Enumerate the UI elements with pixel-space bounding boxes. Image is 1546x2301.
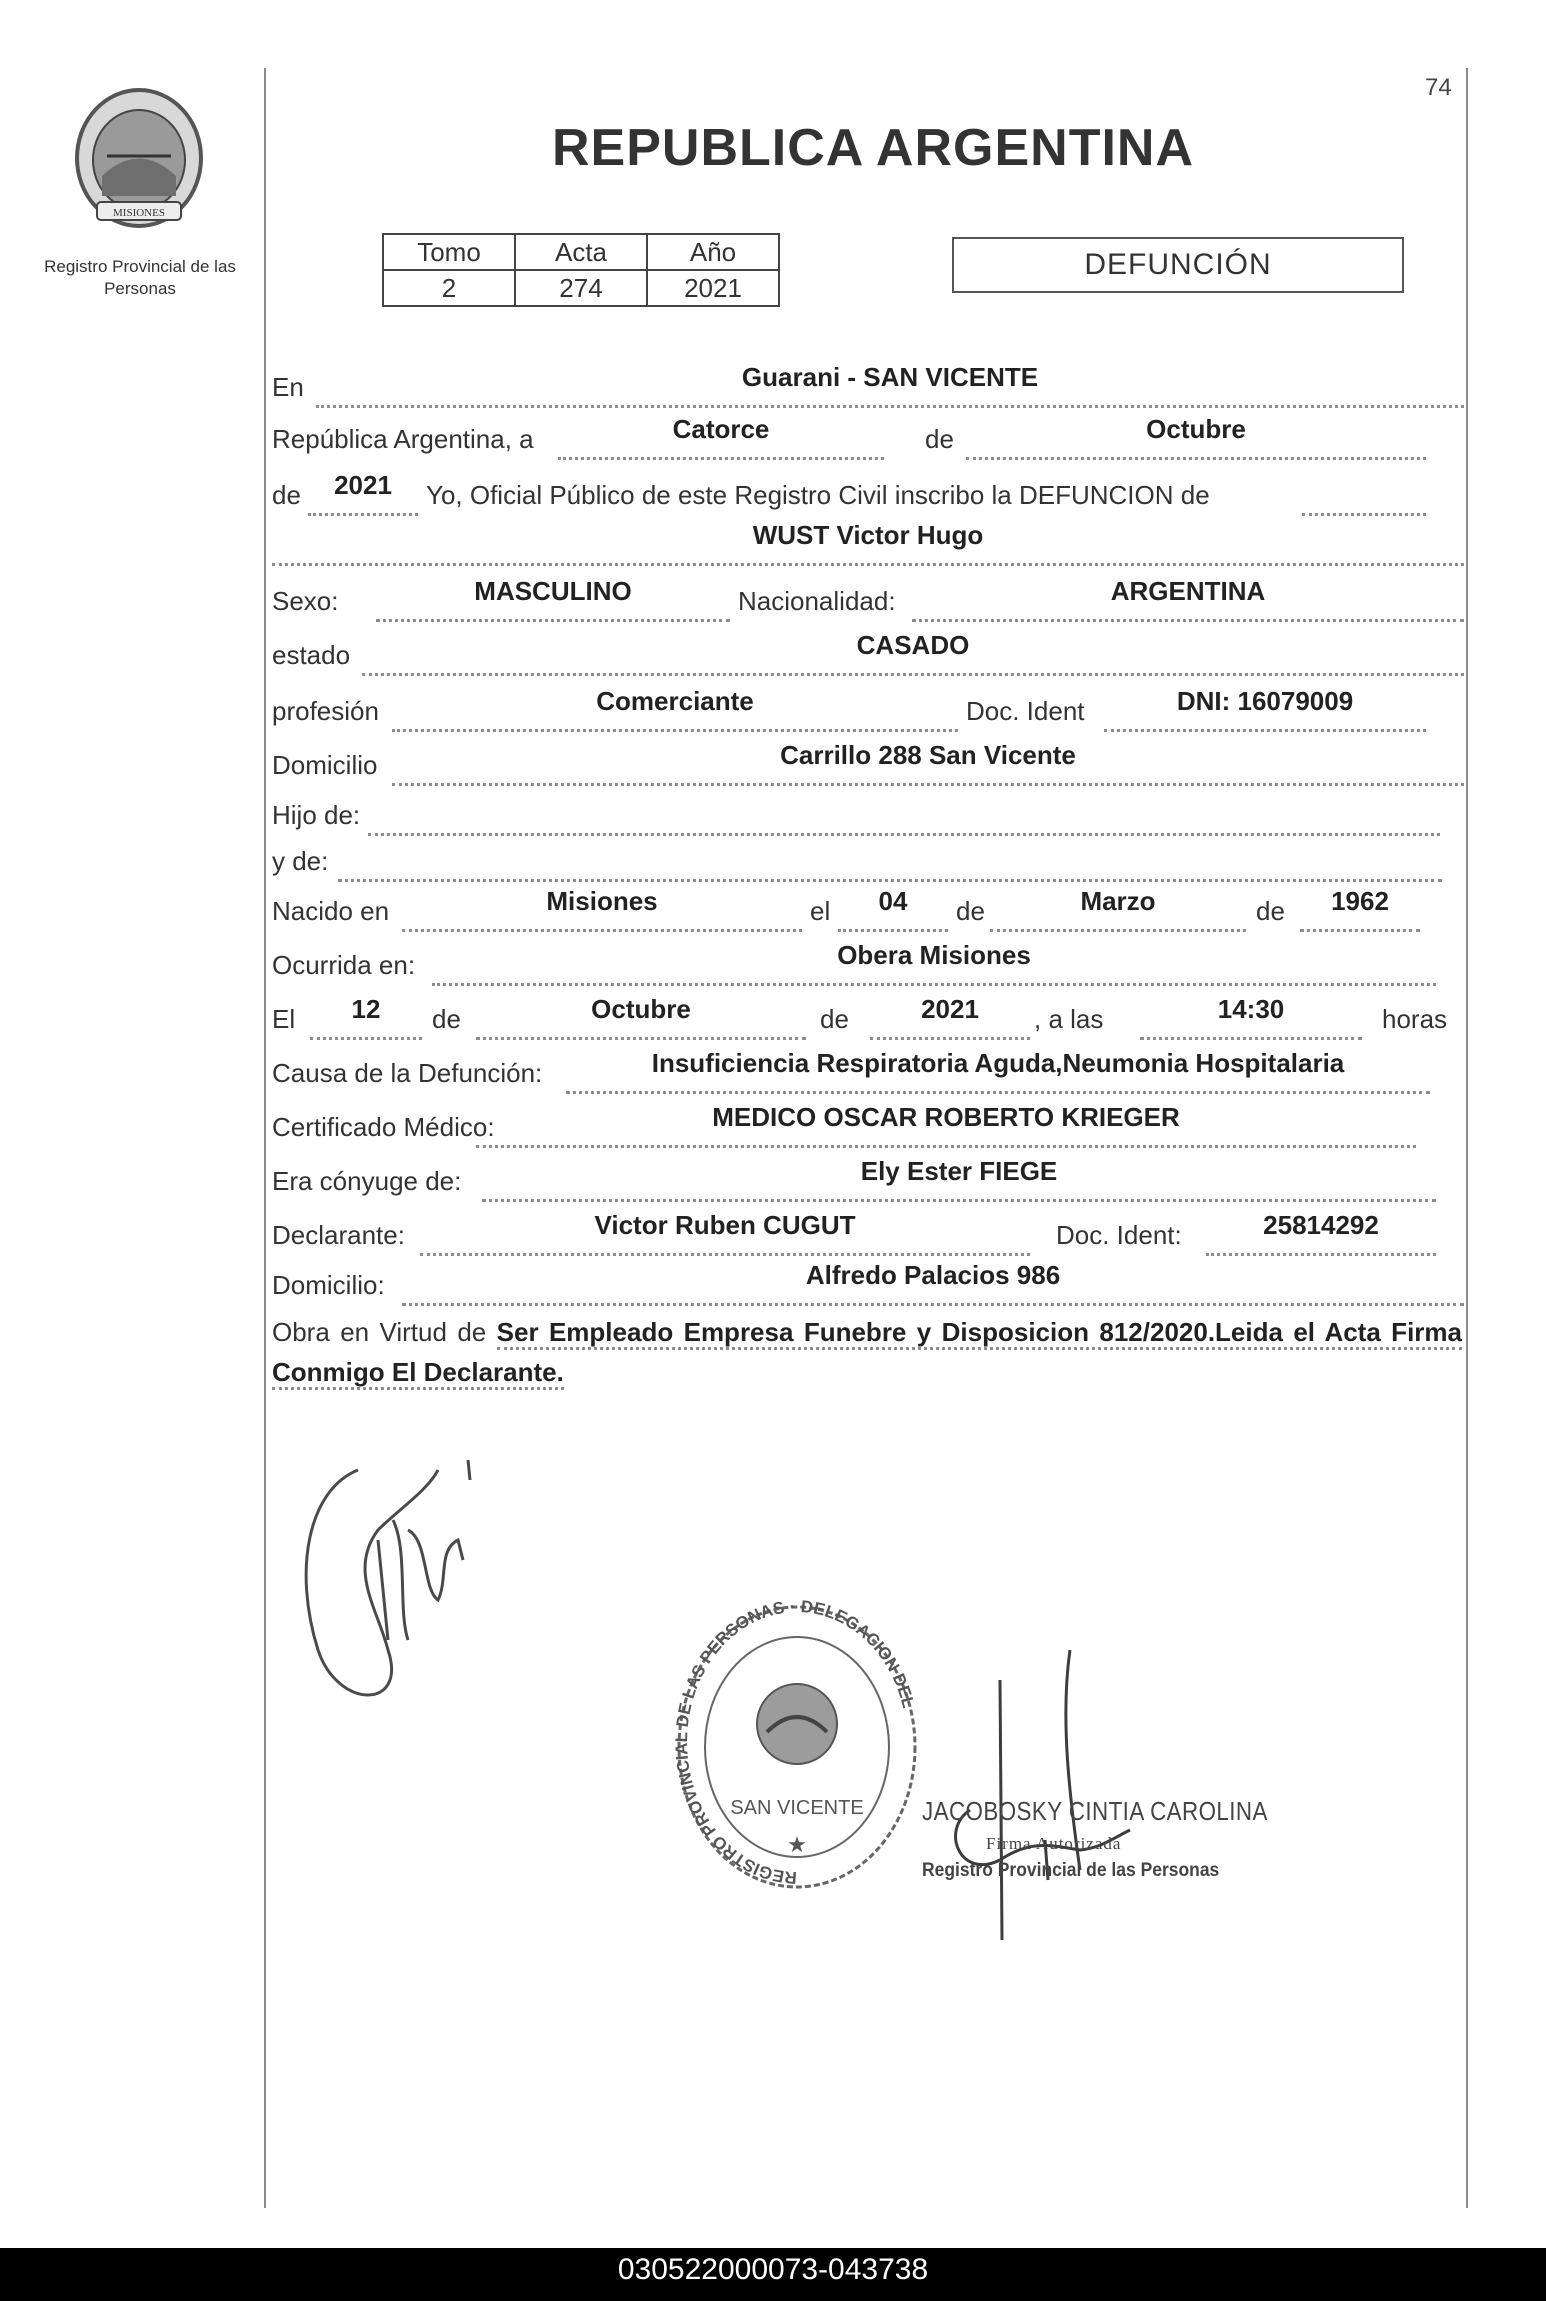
label-ocurrida-en: Ocurrida en:	[272, 950, 416, 980]
field-declarant-doc	[1206, 1210, 1436, 1256]
field-declarant-address	[402, 1260, 1464, 1306]
tomo-header: Tomo	[383, 234, 515, 270]
year-value: 2021	[334, 470, 392, 500]
label-de-3: de	[956, 896, 985, 926]
field-sex	[376, 576, 730, 622]
label-de-5: de	[432, 1004, 461, 1034]
label-nacido-en: Nacido en	[272, 896, 390, 926]
label-obra: Obra en Virtud de	[272, 1317, 487, 1347]
declarant-value: Victor Ruben CUGUT	[594, 1210, 856, 1240]
death-day-value: 12	[351, 994, 381, 1024]
field-birth-place	[402, 886, 802, 932]
signatory-role: Firma Autorizada	[986, 1834, 1122, 1853]
address-value: Carrillo 288 San Vicente	[780, 740, 1076, 770]
label-republica: República Argentina, a	[272, 424, 534, 454]
field-place	[316, 362, 1464, 408]
left-margin-line	[264, 68, 266, 2208]
doc-value: DNI: 16079009	[1176, 686, 1354, 716]
label-el-cap: El	[272, 1004, 296, 1034]
label-el: el	[810, 896, 831, 926]
birth-month-value: Marzo	[1080, 886, 1156, 916]
label-certificado: Certificado Médico:	[272, 1112, 495, 1142]
label-conyuge: Era cónyuge de:	[272, 1166, 462, 1196]
field-blank-after-yo	[1302, 480, 1426, 516]
country-title: REPUBLICA ARGENTINA	[551, 119, 1195, 177]
profession-value: Comerciante	[596, 686, 754, 716]
field-death-place	[432, 940, 1436, 986]
field-day-text	[558, 414, 884, 460]
spouse-value: Ely Ester FIEGE	[860, 1156, 1058, 1186]
field-birth-month	[990, 886, 1246, 932]
official-stamp	[672, 1592, 922, 1902]
label-hijo-de: Hijo de:	[272, 800, 361, 830]
sex-value: MASCULINO	[474, 576, 632, 606]
death-time-value: 14:30	[1217, 994, 1285, 1024]
field-cause	[566, 1048, 1430, 1094]
field-profession	[392, 686, 958, 732]
nationality-value: ARGENTINA	[1110, 576, 1266, 606]
label-de-6: de	[820, 1004, 849, 1034]
death-place-value: Obera Misiones	[837, 940, 1031, 970]
birth-day-value: 04	[878, 886, 908, 916]
field-birth-year	[1300, 886, 1420, 932]
label-en: En	[272, 372, 304, 402]
field-spouse	[482, 1156, 1436, 1202]
signatory-org: Registro Provincial de las Personas	[922, 1860, 1220, 1881]
cause-value: Insuficiencia Respiratoria Aguda,Neumonia Hospitalaria	[651, 1048, 1345, 1078]
field-year	[308, 470, 418, 516]
field-death-month	[476, 994, 806, 1040]
label-causa: Causa de la Defunción:	[272, 1058, 543, 1088]
signatory-name: JACOBOSKY CINTIA CAROLINA	[922, 1796, 1268, 1826]
label-domicilio-2: Domicilio:	[272, 1270, 385, 1300]
label-estado: estado	[272, 640, 351, 670]
obra-text: Ser Empleado Empresa Funebre y Disposicion 812/2020.Leida el Acta Firma Conmigo El Declarante.	[272, 1317, 1462, 1390]
field-address	[392, 740, 1464, 786]
label-a-las: , a las	[1034, 1004, 1104, 1034]
field-nationality	[912, 576, 1464, 622]
day-text-value: Catorce	[672, 414, 770, 444]
label-horas: horas	[1382, 1004, 1448, 1034]
tomo-acta-ano-table	[382, 233, 780, 307]
label-nacionalidad: Nacionalidad:	[738, 586, 896, 616]
label-de-1: de	[925, 424, 954, 454]
ano-header: Año	[647, 234, 779, 270]
field-doc	[1104, 686, 1426, 732]
birth-place-value: Misiones	[546, 886, 658, 916]
field-death-day	[310, 994, 422, 1040]
label-sexo: Sexo:	[272, 586, 339, 616]
page-number: 74	[1425, 74, 1452, 101]
death-month-value: Octubre	[591, 994, 691, 1024]
place-value: Guarani - SAN VICENTE	[741, 362, 1039, 392]
declarant-doc-value: 25814292	[1263, 1210, 1379, 1240]
field-death-year	[870, 994, 1030, 1040]
label-de-4: de	[1256, 896, 1285, 926]
declarant-signature	[288, 1450, 498, 1750]
field-medical-certificate	[476, 1102, 1416, 1148]
field-son-of	[368, 800, 1440, 836]
label-declarante: Declarante:	[272, 1220, 405, 1250]
death-year-value: 2021	[921, 994, 979, 1024]
medical-certificate-value: MEDICO OSCAR ROBERTO KRIEGER	[712, 1102, 1180, 1132]
field-month	[966, 414, 1426, 460]
barcode-number: 030522000073-043738	[617, 2253, 929, 2286]
acta-value: 274	[515, 270, 647, 306]
deceased-name-value: WUST Victor Hugo	[752, 520, 984, 550]
stamp-star-icon: ★	[787, 1832, 807, 1857]
field-civil-status	[362, 630, 1464, 676]
stamp-inner-text: SAN VICENTE	[730, 1797, 864, 1819]
acta-header: Acta	[515, 234, 647, 270]
field-declarant	[420, 1210, 1030, 1256]
label-domicilio: Domicilio	[272, 750, 378, 780]
right-margin-line	[1466, 68, 1468, 2208]
label-doc-ident-2: Doc. Ident:	[1056, 1220, 1182, 1250]
month-value: Octubre	[1146, 414, 1246, 444]
registry-name: Registro Provincial de las Personas	[44, 257, 236, 298]
field-and-of	[338, 846, 1442, 882]
field-deceased-name	[272, 520, 1464, 566]
svg-text:MISIONES: MISIONES	[113, 207, 165, 219]
stamp-ring-text: REGISTRO PROVINCIAL DE LAS PERSONAS · DELEGACION DEL	[672, 1596, 919, 1888]
declarant-address-value: Alfredo Palacios 986	[805, 1260, 1061, 1290]
field-death-time	[1140, 994, 1362, 1040]
ano-value: 2021	[647, 270, 779, 306]
civil-status-value: CASADO	[856, 630, 970, 660]
tomo-value: 2	[383, 270, 515, 306]
field-birth-day	[838, 886, 948, 932]
label-profesion: profesión	[272, 696, 379, 726]
label-yo-inscribo: Yo, Oficial Público de este Registro Civil inscribo la DEFUNCION de	[426, 480, 1210, 510]
obra-en-virtud-paragraph	[272, 1312, 1462, 1392]
label-y-de: y de:	[272, 846, 329, 876]
label-doc-ident: Doc. Ident	[966, 696, 1085, 726]
birth-year-value: 1962	[1331, 886, 1389, 916]
record-type-box: DEFUNCIÓN	[952, 237, 1404, 293]
label-de-2: de	[272, 480, 301, 510]
